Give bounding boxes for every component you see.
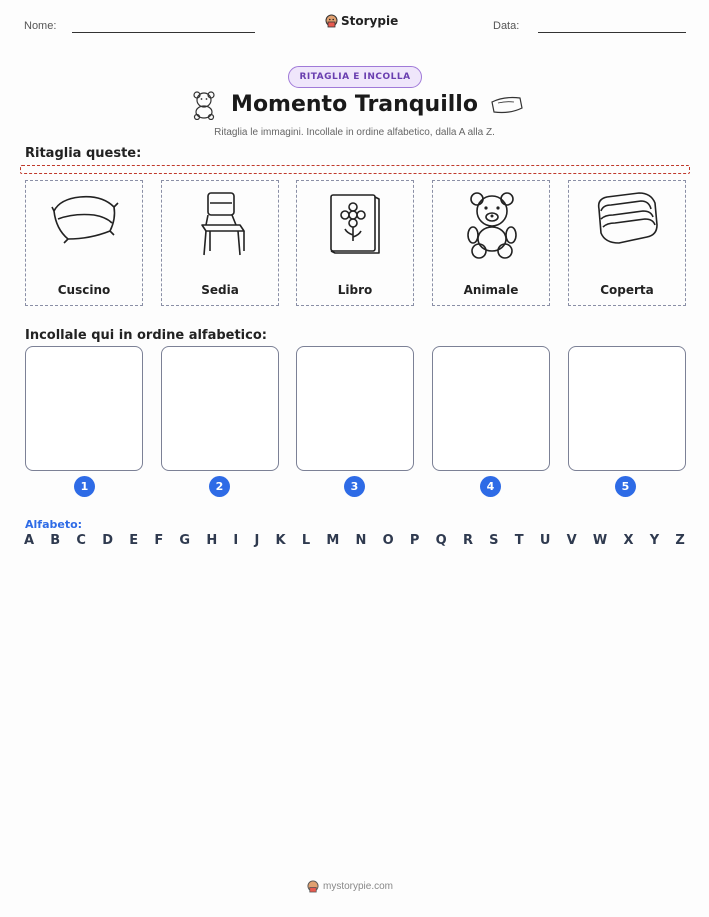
- blanket-icon: [593, 189, 663, 247]
- slot-number-5: 5: [615, 476, 636, 497]
- alphabet-label: Alfabeto:: [25, 518, 83, 531]
- alphabet-letter: I: [233, 533, 239, 548]
- alphabet-letter: U: [539, 533, 551, 548]
- alphabet-letter: O: [382, 533, 394, 548]
- cut-card-animale[interactable]: [432, 180, 550, 306]
- pillow-icon: [490, 94, 524, 116]
- alphabet-letter: A: [24, 533, 35, 548]
- alphabet-letter: C: [76, 533, 86, 548]
- card-label: Animale: [463, 283, 519, 297]
- slot-number-4: 4: [480, 476, 501, 497]
- activity-badge: RITAGLIA E INCOLLA: [288, 66, 422, 88]
- card-label: Libro: [337, 283, 373, 297]
- cut-card-cuscino[interactable]: [25, 180, 143, 306]
- chair-icon: [186, 189, 256, 259]
- date-line[interactable]: [538, 32, 686, 33]
- alphabet-letter: M: [326, 533, 340, 548]
- alphabet-letter: N: [355, 533, 367, 548]
- brand-name: Storypie: [341, 14, 399, 28]
- alphabet-letter: H: [206, 533, 218, 548]
- book-icon: [321, 189, 391, 259]
- paste-slot-2[interactable]: [161, 346, 279, 471]
- alphabet-letter: G: [179, 533, 191, 548]
- slot-number-3: 3: [344, 476, 365, 497]
- alphabet-letter: E: [129, 533, 139, 548]
- paste-slot-1[interactable]: [25, 346, 143, 471]
- alphabet-letter: T: [514, 533, 524, 548]
- slot-number-1: 1: [74, 476, 95, 497]
- card-label: Cuscino: [57, 283, 111, 297]
- page-title: Momento Tranquillo: [231, 92, 478, 117]
- pillow-icon: [50, 189, 120, 247]
- slot-number-2: 2: [209, 476, 230, 497]
- alphabet-letter: R: [462, 533, 473, 548]
- cut-line: [20, 165, 690, 174]
- footer-url[interactable]: mystorypie.com: [323, 881, 394, 892]
- paste-slot-3[interactable]: [296, 346, 414, 471]
- teddy-bear-icon: [457, 189, 527, 259]
- alphabet-letter: B: [50, 533, 61, 548]
- alphabet-letter: Y: [649, 533, 660, 548]
- instructions: Ritaglia le immagini. Incollale in ordine alfabetico, dalla A alla Z.: [214, 127, 495, 138]
- paste-heading: Incollale qui in ordine alfabetico:: [25, 328, 267, 343]
- alphabet-letter: V: [566, 533, 577, 548]
- paste-slot-4[interactable]: [432, 346, 550, 471]
- alphabet-letter: K: [275, 533, 286, 548]
- alphabet-letter: F: [154, 533, 164, 548]
- storypie-mascot-icon: [325, 14, 338, 28]
- cut-heading: Ritaglia queste:: [25, 146, 142, 161]
- alphabet-letter: S: [489, 533, 499, 548]
- alphabet-letter: L: [301, 533, 311, 548]
- alphabet-strip: [24, 533, 685, 548]
- alphabet-letter: J: [254, 533, 260, 548]
- cut-card-libro[interactable]: [296, 180, 414, 306]
- card-label: Coperta: [600, 283, 654, 297]
- cut-card-sedia[interactable]: [161, 180, 279, 306]
- name-line[interactable]: [72, 32, 255, 33]
- alphabet-letter: Z: [675, 533, 685, 548]
- alphabet-letter: Q: [435, 533, 447, 548]
- brand-logo: [325, 14, 398, 28]
- cut-card-coperta[interactable]: [568, 180, 686, 306]
- alphabet-letter: P: [409, 533, 420, 548]
- date-label: Data:: [493, 20, 520, 32]
- name-label: Nome:: [24, 20, 57, 32]
- paste-slot-5[interactable]: [568, 346, 686, 471]
- alphabet-letter: D: [102, 533, 113, 548]
- card-label: Sedia: [201, 283, 239, 297]
- alphabet-letter: X: [623, 533, 634, 548]
- storypie-mascot-icon: [307, 880, 319, 893]
- alphabet-letter: W: [592, 533, 608, 548]
- footer: [307, 880, 393, 893]
